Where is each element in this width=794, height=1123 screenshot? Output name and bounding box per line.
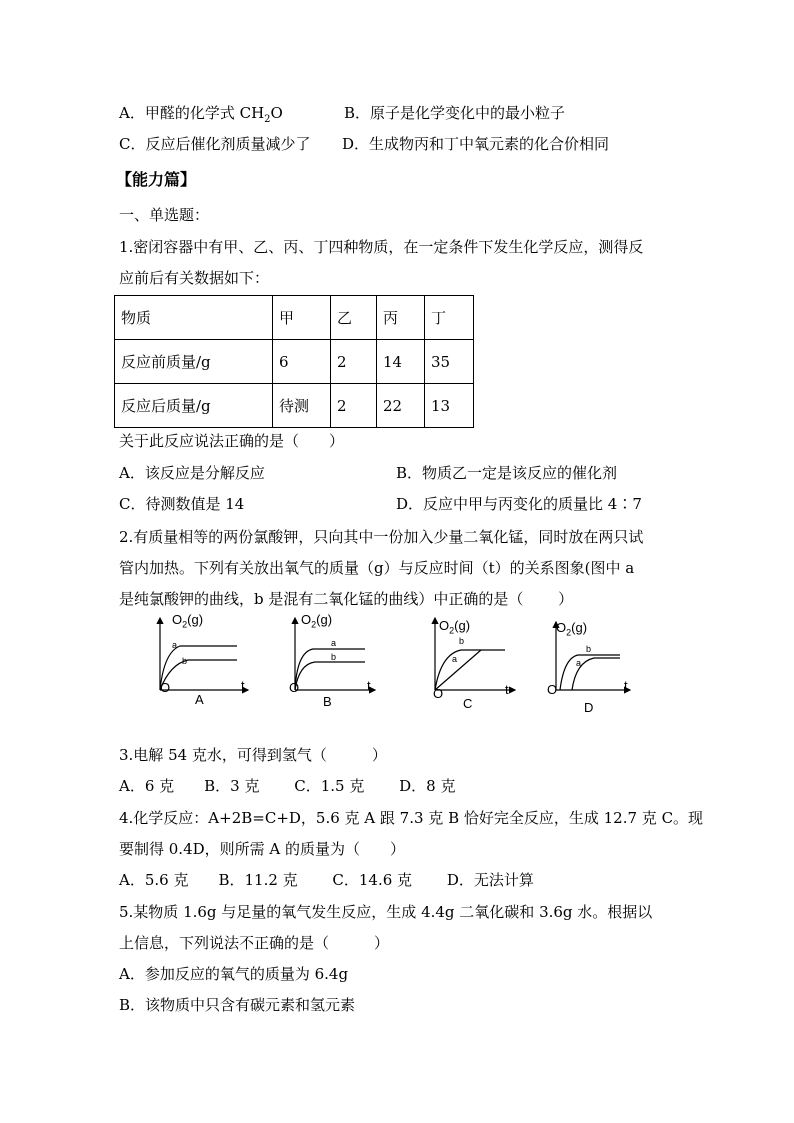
table-cell: 物质 xyxy=(115,296,273,340)
table-cell: 丙 xyxy=(377,296,425,340)
table-row xyxy=(115,340,474,384)
graph-d xyxy=(546,612,656,715)
table-cell: 6 xyxy=(273,340,331,384)
q1-stem: 关于此反应说法正确的是（ ） xyxy=(119,432,345,450)
q1-option-b: B．物质乙一定是该反应的催化剂 xyxy=(396,464,618,482)
x-axis-label: t xyxy=(505,682,509,697)
q1-option-d: D．反应中甲与丙变化的质量比 4∶7 xyxy=(396,495,642,513)
q4-line1: 4.化学反应：A+2B=C+D，5.6 克 A 跟 7.3 克 B 恰好完全反应，生成 12.7 克 C。现 xyxy=(119,809,704,827)
q5-line2: 上信息，下列说法不正确的是（ ） xyxy=(119,934,390,952)
table-cell: 反应前质量/g xyxy=(115,340,273,384)
origin-label: O xyxy=(289,680,300,695)
curve-a xyxy=(295,649,365,690)
curve-label: a xyxy=(452,654,458,664)
table-cell: 乙 xyxy=(331,296,377,340)
x-axis-label: t xyxy=(624,678,628,693)
q1-option-a: A．该反应是分解反应 xyxy=(119,464,265,482)
table-cell: 甲 xyxy=(273,296,331,340)
q5-line1: 5.某物质 1.6g 与足量的氧气发生反应，生成 4.4g 二氧化碳和 3.6g 水。根据以 xyxy=(119,903,653,921)
curve-b xyxy=(295,662,365,690)
table-cell: 2 xyxy=(331,340,377,384)
origin-label: O xyxy=(547,682,558,697)
table-row xyxy=(115,384,474,428)
table-cell: 14 xyxy=(377,340,425,384)
curve-label: a xyxy=(576,658,582,668)
curve-b xyxy=(560,655,620,690)
table-cell: 反应后质量/g xyxy=(115,384,273,428)
q1-line1: 1.密闭容器中有甲、乙、丙、丁四种物质，在一定条件下发生化学反应，测得反 xyxy=(119,238,644,256)
q1-line2: 应前后有关数据如下： xyxy=(119,269,270,287)
prev-option-a: A．甲醛的化学式 $CH_2O$ xyxy=(119,104,283,125)
table-cell: 35 xyxy=(425,340,474,384)
curve-label: a xyxy=(172,640,178,650)
q2-line3: 是纯氯酸钾的曲线，b 是混有二氧化锰的曲线）中正确的是（ ） xyxy=(119,590,574,608)
curve-label: b xyxy=(331,652,337,662)
origin-label: O xyxy=(433,686,444,701)
origin-label: O xyxy=(160,680,171,695)
curve-b xyxy=(435,650,505,690)
curve-label: b xyxy=(586,644,592,654)
q3-options: A．6 克 B．3 克 C．1.5 克 D．8 克 xyxy=(119,777,456,795)
q1-option-c: C．待测数值是 14 xyxy=(119,495,245,513)
x-axis-label: t xyxy=(241,678,245,693)
graph-c xyxy=(425,612,535,712)
q2-line1: 2.有质量相等的两份氯酸钾，只向其中一份加入少量二氧化锰，同时放在两只试 xyxy=(119,528,644,546)
q4-line2: 要制得 0.4D，则所需 A 的质量为（ ） xyxy=(119,840,406,858)
table-row xyxy=(115,296,474,340)
y-axis-label: $O_2(g)$ xyxy=(439,618,471,636)
curve-label: a xyxy=(331,638,337,648)
curve-a xyxy=(160,646,237,690)
graph-letter: A xyxy=(195,692,204,707)
q5-option-b: B．该物质中只含有碳元素和氢元素 xyxy=(119,996,356,1014)
curve-a xyxy=(435,650,481,690)
y-axis-label: $O_2(g)$ xyxy=(301,612,333,630)
q5-option-a: A．参加反应的氧气的质量为 6.4g xyxy=(119,965,349,983)
sub-title: 一、单选题： xyxy=(119,206,210,224)
curve-b xyxy=(160,660,237,690)
prev-option-c: C．反应后催化剂质量减少了 xyxy=(119,135,311,153)
graph-letter: D xyxy=(584,700,594,715)
q2-line2: 管内加热。下列有关放出氧气的质量（g）与反应时间（t）的关系图象(图中 a xyxy=(119,559,635,577)
y-axis-label: $O_2(g)$ xyxy=(556,620,588,638)
table-cell: 待测 xyxy=(273,384,331,428)
table-cell: 丁 xyxy=(425,296,474,340)
curve-label: b xyxy=(459,636,465,646)
section-title: 【能力篇】 xyxy=(116,170,197,189)
graph-a xyxy=(150,612,260,712)
prev-option-b: B．原子是化学变化中的最小粒子 xyxy=(344,104,566,122)
q3-stem: 3.电解 54 克水，可得到氢气（ ） xyxy=(119,746,387,764)
table-cell: 2 xyxy=(331,384,377,428)
q4-options: A．5.6 克 B．11.2 克 C．14.6 克 D．无法计算 xyxy=(119,871,534,889)
table-cell: 22 xyxy=(377,384,425,428)
graph-letter: B xyxy=(323,694,332,709)
table-cell: 13 xyxy=(425,384,474,428)
graph-letter: C xyxy=(463,696,473,711)
prev-option-d: D．生成物丙和丁中氧元素的化合价相同 xyxy=(342,135,610,153)
y-axis-label: $O_2(g)$ xyxy=(172,612,204,630)
x-axis-label: t xyxy=(367,678,371,693)
q1-data-table xyxy=(114,295,474,428)
curve-label: b xyxy=(182,656,188,666)
graph-b xyxy=(285,612,395,712)
